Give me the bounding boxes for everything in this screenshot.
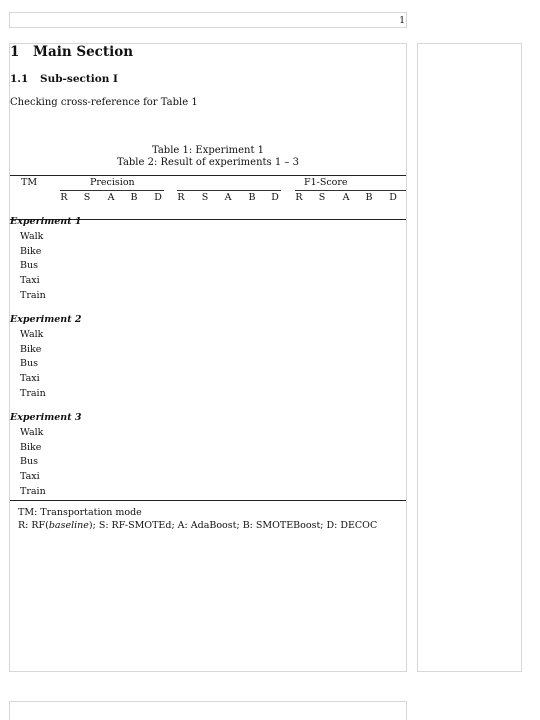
tm-column-header: TM [21, 177, 38, 188]
section-number: 1 [10, 44, 20, 60]
sub-header-3-5: D [389, 192, 397, 203]
sub-header-3-4: B [365, 192, 373, 203]
sub-header-2-1: R [177, 192, 185, 203]
page-number: 1 [399, 16, 405, 26]
sub-header-1-4: B [130, 192, 138, 203]
sub-header-2-5: D [271, 192, 279, 203]
table-notes [18, 507, 377, 532]
subsection-heading [10, 73, 118, 85]
experiment-group-title: Experiment 2 [10, 314, 82, 325]
table-row-label: Train [20, 289, 46, 301]
table-row-label: Walk [20, 427, 44, 438]
recall-cmidrule [177, 190, 281, 191]
table-row-label: Bike [20, 245, 42, 257]
table-row-label: Bike [20, 441, 42, 453]
table-row-label: Bus [20, 260, 38, 272]
sub-header-3-1: R [295, 192, 303, 203]
sub-header-1-2: S [83, 192, 91, 203]
table-row-label: Bus [20, 456, 38, 468]
sub-header-1-1: R [60, 192, 68, 203]
body-paragraph: Checking cross-reference for Table 1 [10, 97, 198, 108]
table-row-label: Walk [20, 231, 44, 242]
page-header [9, 12, 407, 28]
experiment-group-title: Experiment 1 [10, 216, 82, 227]
f1-score-column-header: F1-Score [304, 177, 348, 188]
margin-panel [417, 43, 522, 672]
sub-header-1-5: D [154, 192, 162, 203]
note-abbrev-prefix: R: RF( [18, 519, 49, 531]
subsection-number: 1.1 [10, 73, 29, 85]
table-row-label: Train [20, 485, 46, 497]
table-row-label: Walk [20, 329, 44, 340]
precision-cmidrule [60, 190, 164, 191]
table-row-label: Bus [20, 358, 38, 370]
sub-header-2-3: A [224, 192, 232, 203]
note-abbrev-rest: ); S: RF-SMOTEd; A: AdaBoost; B: SMOTEBoost; D: DECOC [88, 519, 378, 531]
table-row-label: Taxi [20, 471, 40, 483]
table-row-label: Train [20, 387, 46, 399]
next-page-frame [9, 701, 407, 720]
main-text-area [9, 43, 407, 672]
table-top-rule [10, 175, 406, 176]
note-tm: TM: Transportation mode [18, 507, 142, 518]
table-caption-1: Table 1: Experiment 1 [151, 145, 265, 156]
sub-header-3-2: S [318, 192, 326, 203]
experiment-group-title: Experiment 3 [10, 412, 82, 423]
f1-score-cmidrule [295, 190, 406, 191]
sub-header-3-3: A [342, 192, 350, 203]
note-baseline: baseline [48, 519, 89, 531]
precision-column-header: Precision [90, 177, 135, 188]
table-row-label: Taxi [20, 275, 40, 287]
table-row-label: Taxi [20, 373, 40, 385]
subsection-title: Sub-section I [40, 73, 118, 85]
section-heading [10, 44, 133, 60]
sub-header-2-2: S [201, 192, 209, 203]
note-abbreviations [18, 520, 377, 533]
sub-header-2-4: B [248, 192, 256, 203]
table-row-label: Bike [20, 343, 42, 355]
table-caption-2: Table 2: Result of experiments 1 – 3 [117, 157, 299, 168]
table-bottom-rule [10, 500, 406, 501]
sub-header-1-3: A [107, 192, 115, 203]
section-title: Main Section [33, 44, 134, 60]
